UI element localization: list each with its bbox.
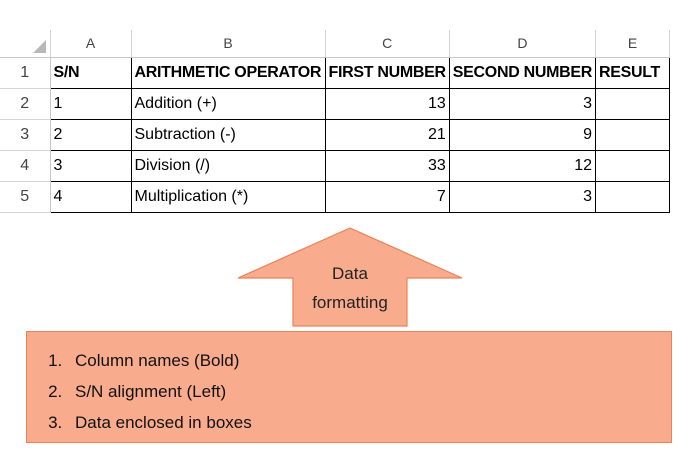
data-formatting-callout [236, 226, 464, 328]
cell-sn[interactable]: 4 [50, 181, 131, 212]
table-row [0, 181, 670, 212]
row-header-5[interactable]: 5 [0, 181, 50, 212]
select-all-icon [33, 40, 46, 53]
column-header-row [0, 30, 670, 57]
callout-line-2: formatting [312, 293, 388, 312]
column-header-a[interactable]: A [50, 30, 131, 57]
header-cell-second-number[interactable]: SECOND NUMBER [449, 57, 595, 88]
row-header-4[interactable]: 4 [0, 150, 50, 181]
row-header-3[interactable]: 3 [0, 119, 50, 150]
list-item: 1. Column names (Bold) [67, 345, 671, 376]
cell-result[interactable] [596, 119, 670, 150]
cell-second-number[interactable]: 3 [449, 181, 595, 212]
column-header-b[interactable]: B [131, 30, 325, 57]
cell-sn[interactable]: 3 [50, 150, 131, 181]
cell-operator[interactable]: Division (/) [131, 150, 325, 181]
cell-operator[interactable]: Multiplication (*) [131, 181, 325, 212]
row-header-1[interactable]: 1 [0, 57, 50, 88]
header-cell-operator[interactable]: ARITHMETIC OPERATOR [131, 57, 325, 88]
table-row [0, 88, 670, 119]
notes-box [26, 331, 672, 443]
select-all-corner[interactable] [0, 30, 50, 57]
cell-operator[interactable]: Subtraction (-) [131, 119, 325, 150]
cell-second-number[interactable]: 3 [449, 88, 595, 119]
cell-second-number[interactable]: 12 [449, 150, 595, 181]
cell-sn[interactable]: 1 [50, 88, 131, 119]
callout-line-1: Data [332, 264, 368, 283]
cell-second-number[interactable]: 9 [449, 119, 595, 150]
column-header-d[interactable]: D [449, 30, 595, 57]
row-header-2[interactable]: 2 [0, 88, 50, 119]
column-header-c[interactable]: C [325, 30, 449, 57]
spreadsheet-grid [0, 30, 670, 213]
list-item: 2. S/N alignment (Left) [67, 376, 671, 407]
table-row [0, 119, 670, 150]
cell-sn[interactable]: 2 [50, 119, 131, 150]
cell-first-number[interactable]: 33 [325, 150, 449, 181]
header-cell-result[interactable]: RESULT [596, 57, 670, 88]
callout-label [306, 259, 394, 317]
cell-first-number[interactable]: 7 [325, 181, 449, 212]
cell-first-number[interactable]: 21 [325, 119, 449, 150]
cell-result[interactable] [596, 88, 670, 119]
cell-result[interactable] [596, 181, 670, 212]
header-cell-first-number[interactable]: FIRST NUMBER [325, 57, 449, 88]
notes-list [27, 332, 671, 438]
list-item: 3. Data enclosed in boxes [67, 407, 671, 438]
column-header-e[interactable]: E [596, 30, 670, 57]
cell-result[interactable] [596, 150, 670, 181]
cell-first-number[interactable]: 13 [325, 88, 449, 119]
cell-operator[interactable]: Addition (+) [131, 88, 325, 119]
header-cell-sn[interactable]: S/N [50, 57, 131, 88]
table-row [0, 150, 670, 181]
table-header-row [0, 57, 670, 88]
